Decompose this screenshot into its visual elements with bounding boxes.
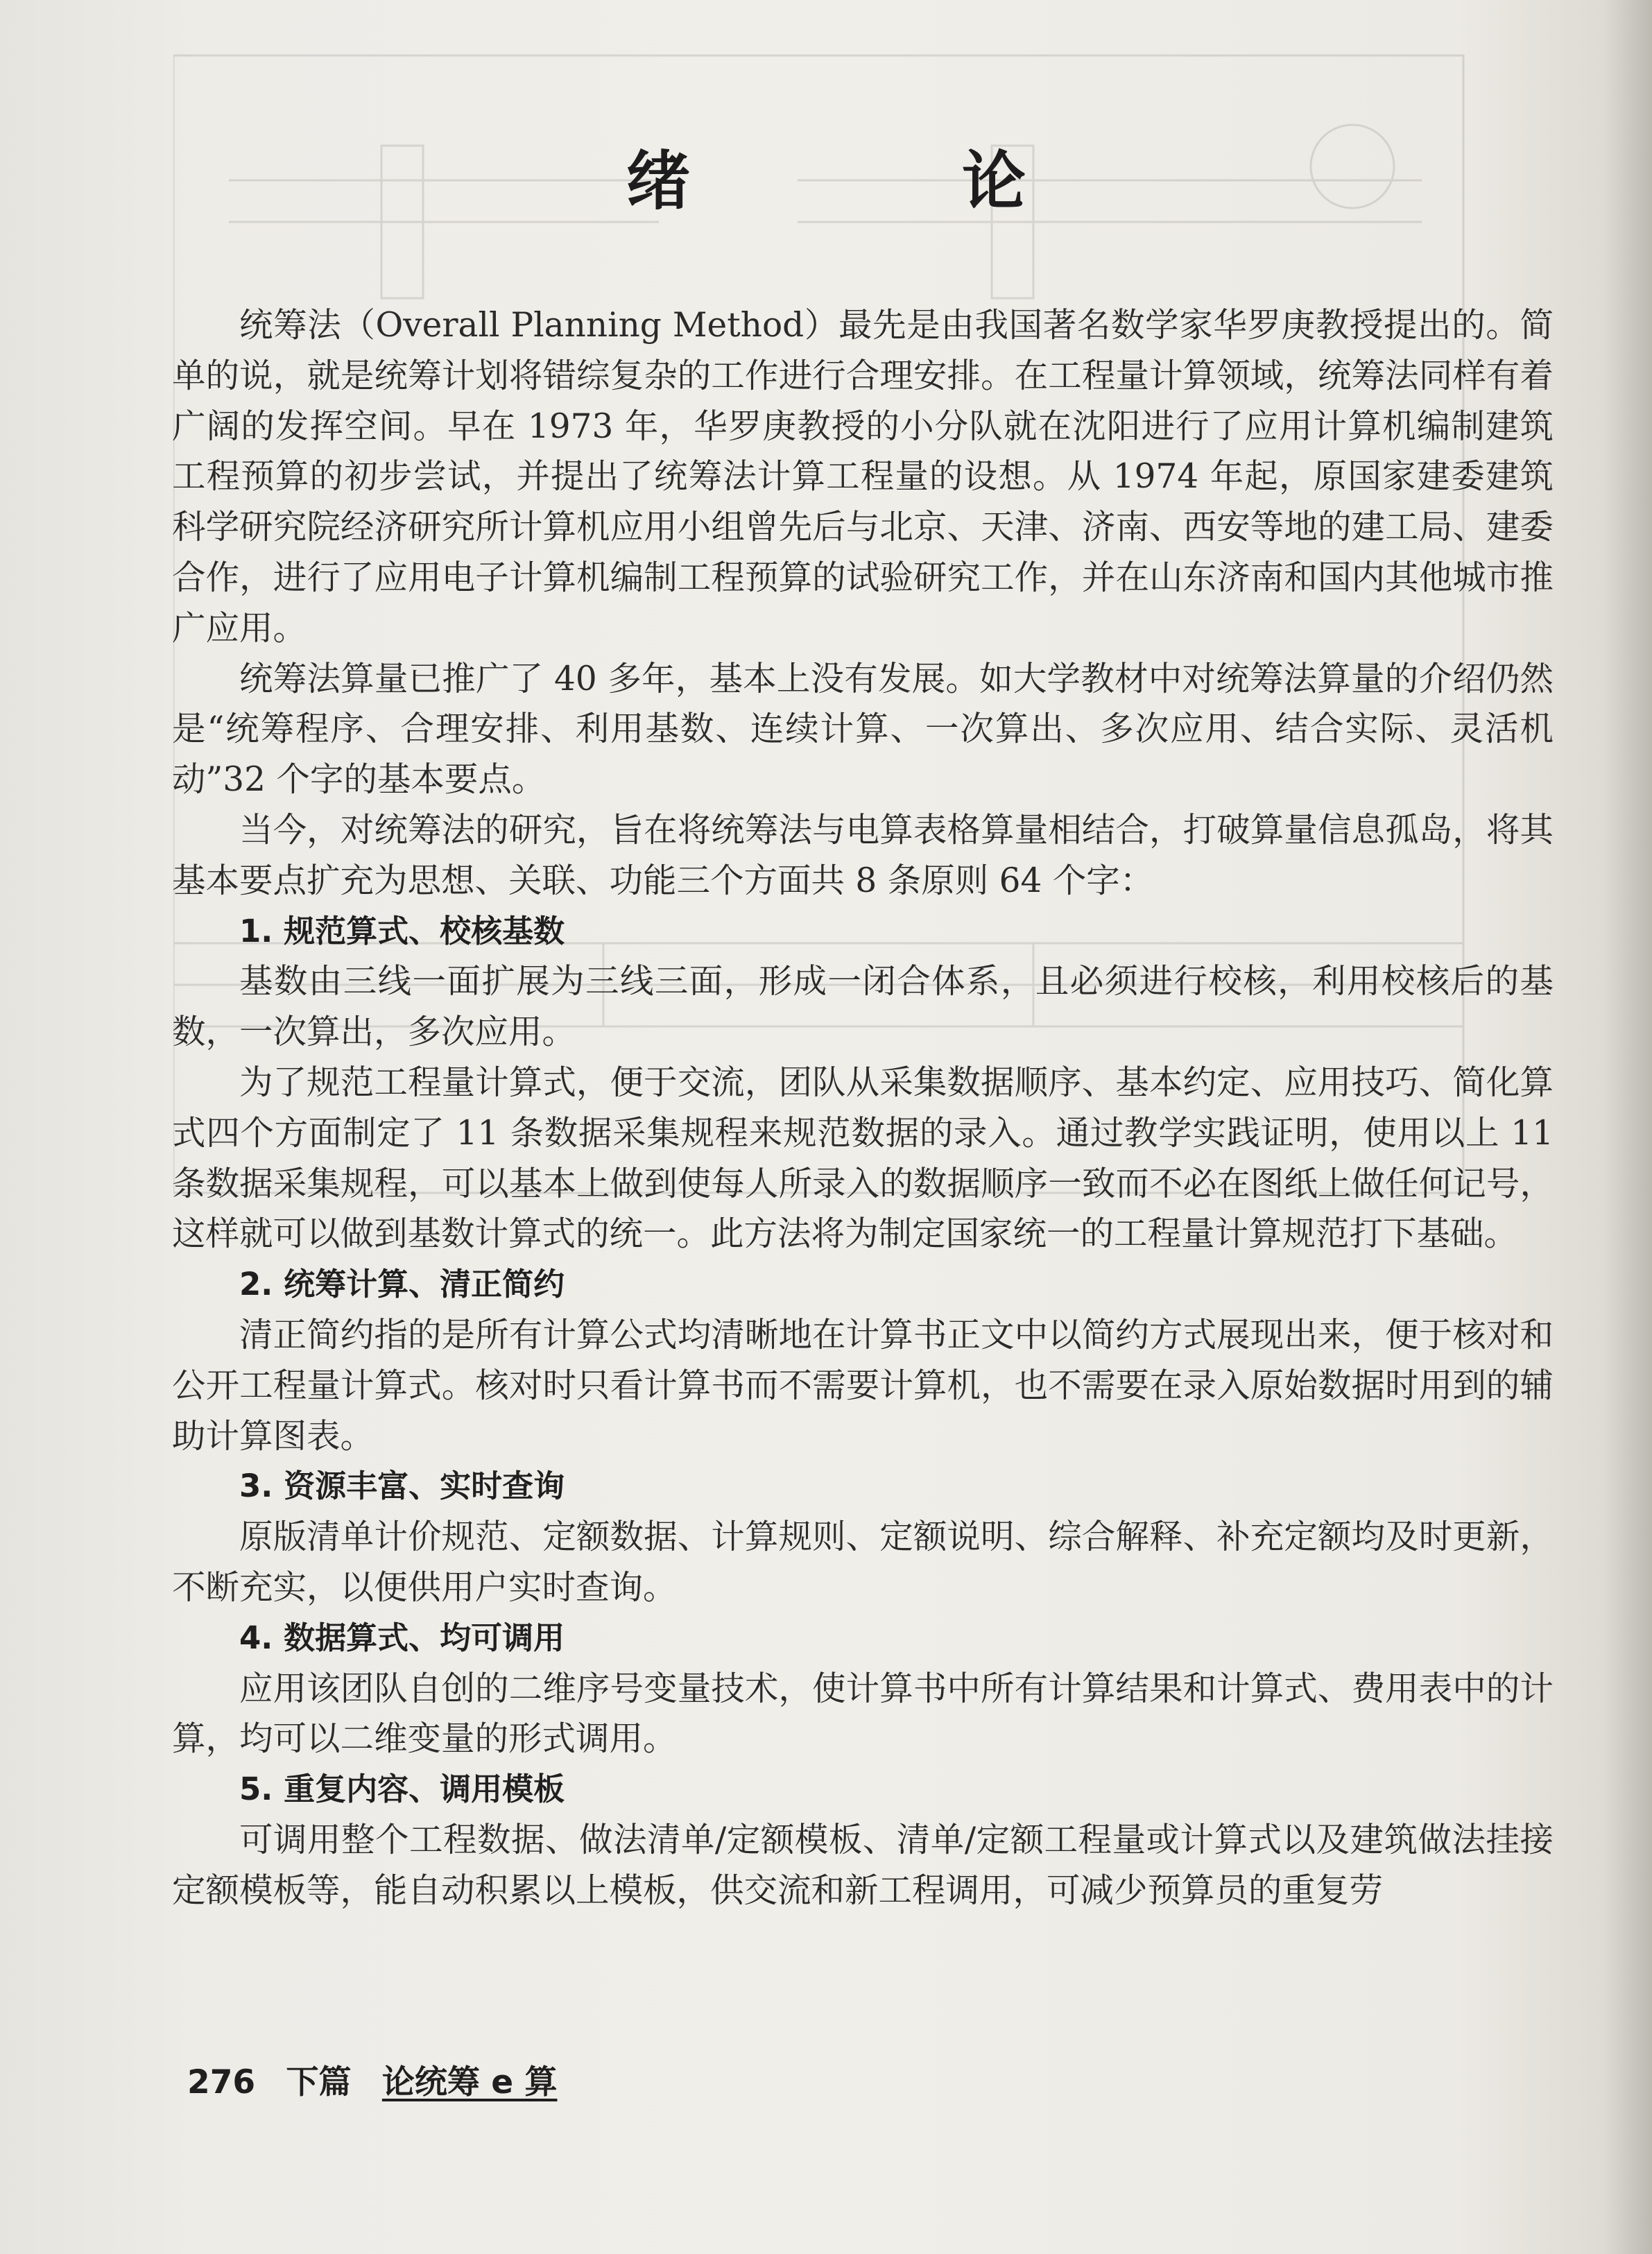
section-heading: 1. 规范算式、校核基数 (239, 912, 565, 949)
section-heading: 5. 重复内容、调用模板 (239, 1771, 565, 1808)
section-paragraph: 清正简约指的是所有计算公式均清晰地在计算书正文中以简约方式展现出来，便于核对和公开工程量计算式。核对时只看计算书而不需要计算机，也不需要在录入原始数据时用到的辅助计算图表。 (172, 1315, 1554, 1456)
section-paragraph: 原版清单计价规范、定额数据、计算规则、定额说明、综合解释、补充定额均及时更新，不断充实，以便供用户实时查询。 (172, 1517, 1554, 1607)
page-footer (187, 2056, 576, 2103)
section-paragraph: 为了规范工程量计算式，便于交流，团队从采集数据顺序、基本约定、应用技巧、简化算式四个方面制定了 11 条数据采集规程来规范数据的录入。通过教学实践证明，使用以上 11 条数据采集规程，可以基本上做到使每人所录入的数据顺序一致而不必在图纸上做任何记号，这样就可以做到基数计算式的统一。此方法将为制定国家统一的工程量计算规范打下基础。 (172, 1063, 1554, 1254)
page-edge-shadow (1603, 0, 1652, 2254)
part-label: 下篇 (286, 2063, 352, 2101)
section-paragraph: 可调用整个工程数据、做法清单/定额模板、清单/定额工程量或计算式以及建筑做法挂接定额模板等，能自动积累以上模板，供交流和新工程调用，可减少预算员的重复劳 (172, 1820, 1554, 1910)
page-number: 276 (187, 2063, 256, 2101)
section-paragraph: 基数由三线一面扩展为三线三面，形成一闭合体系，且必须进行校核，利用校核后的基数，一次算出，多次应用。 (172, 962, 1554, 1052)
section-heading: 3. 资源丰富、实时查询 (239, 1468, 565, 1505)
intro-paragraph: 统筹法（Overall Planning Method）最先是由我国著名数学家华罗庚教授提出的。简单的说，就是统筹计划将错综复杂的工作进行合理安排。在工程量计算领域，统筹法同样有着广阔的发挥空间。早在 1973 年，华罗庚教授的小分队就在沈阳进行了应用计算机编制建筑工程预算的初步尝试，并提出了统筹法计算工程量的设想。从 1974 年起，原国家建委建筑科学研究院经济研究所计算机应用小组曾先后与北京、天津、济南、西安等地的建工局、建委合作，进行了应用电子计算机编制工程预算的试验研究工作，并在山东济南和国内其他城市推广应用。 (172, 306, 1554, 648)
intro-paragraph: 当今，对统筹法的研究，旨在将统筹法与电算表格算量相结合，打破算量信息孤岛，将其基本要点扩充为思想、关联、功能三个方面共 8 条原则 64 个字： (172, 810, 1554, 900)
page-title: 绪 论 (626, 144, 1130, 218)
section-label: 论统筹 e 算 (381, 2063, 558, 2101)
section-heading: 2. 统筹计算、清正简约 (239, 1266, 565, 1303)
intro-paragraph: 统筹法算量已推广了 40 多年，基本上没有发展。如大学教材中对统筹法算量的介绍仍然是“统筹程序、合理安排、利用基数、连续计算、一次算出、多次应用、结合实际、灵活机动”32 个字的基本要点。 (172, 659, 1554, 800)
section-paragraph: 应用该团队自创的二维序号变量技术，使计算书中所有计算结果和计算式、费用表中的计算，均可以二维变量的形式调用。 (172, 1669, 1554, 1759)
body-text (172, 300, 1554, 1916)
section-heading: 4. 数据算式、均可调用 (239, 1619, 565, 1656)
